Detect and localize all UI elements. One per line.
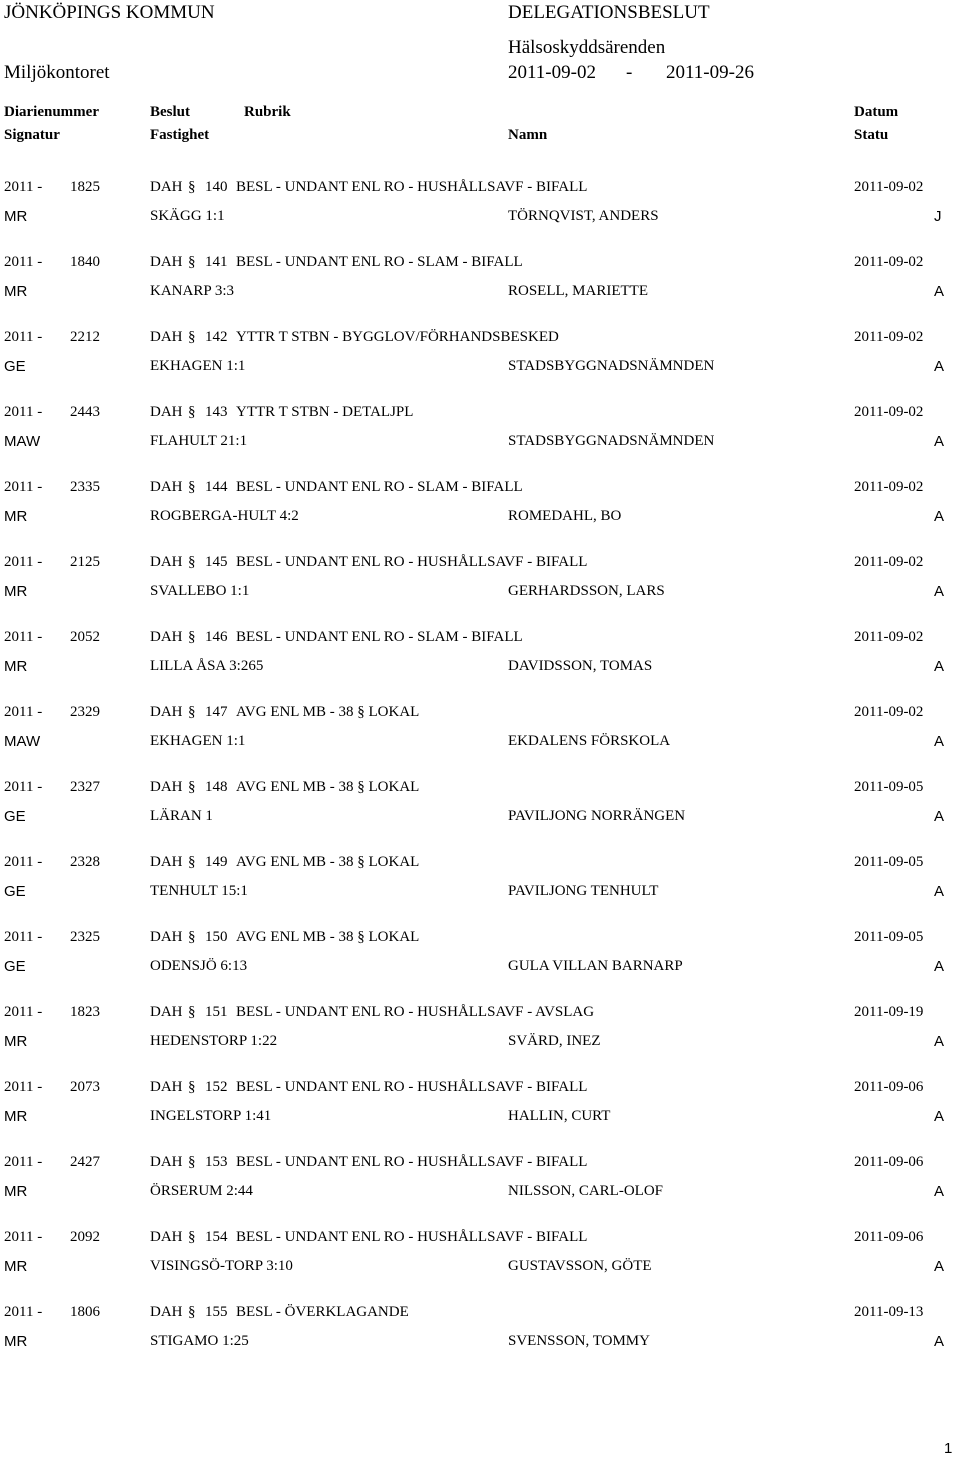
record-year: 2011 - — [4, 854, 43, 870]
record-type: DAH — [150, 329, 183, 345]
record-year: 2011 - — [4, 404, 43, 420]
record-beslut: 140 — [205, 179, 228, 195]
section-mark-icon: § — [188, 629, 196, 645]
record-status: A — [934, 658, 945, 675]
record-namn: GUSTAVSSON, GÖTE — [508, 1258, 652, 1274]
record-beslut: 151 — [205, 1004, 228, 1020]
record-beslut: 154 — [205, 1229, 228, 1245]
record-beslut: 147 — [205, 704, 228, 720]
record-rubrik: YTTR T STBN - BYGGLOV/FÖRHANDSBESKED — [236, 329, 559, 345]
record-year: 2011 - — [4, 554, 43, 570]
record-datum: 2011-09-02 — [854, 479, 924, 495]
record-datum: 2011-09-19 — [854, 1004, 924, 1020]
period-to: 2011-09-26 — [666, 62, 754, 83]
record-datum: 2011-09-02 — [854, 329, 924, 345]
record-rubrik: BESL - UNDANT ENL RO - SLAM - BIFALL — [236, 629, 523, 645]
record-year: 2011 - — [4, 254, 43, 270]
record-number: 1823 — [70, 1004, 100, 1020]
record-year: 2011 - — [4, 1304, 43, 1320]
record-number: 2427 — [70, 1154, 100, 1170]
record-datum: 2011-09-06 — [854, 1229, 924, 1245]
record-namn: PAVILJONG NORRÄNGEN — [508, 808, 686, 824]
document-title: DELEGATIONSBESLUT — [508, 2, 710, 23]
record-datum: 2011-09-02 — [854, 404, 924, 420]
record-year: 2011 - — [4, 179, 43, 195]
record-signatur: MR — [4, 658, 28, 675]
record-status: J — [934, 208, 942, 225]
record-status: A — [934, 1033, 945, 1050]
period-separator: - — [626, 62, 633, 83]
municipality-name: JÖNKÖPINGS KOMMUN — [4, 2, 215, 23]
record-rubrik: BESL - UNDANT ENL RO - HUSHÅLLSAVF - BIFALL — [236, 1229, 588, 1245]
record-signatur: GE — [4, 808, 26, 825]
record-year: 2011 - — [4, 629, 43, 645]
col-beslut: Beslut — [150, 104, 191, 120]
record-rubrik: YTTR T STBN - DETALJPL — [236, 404, 414, 420]
record-namn: HALLIN, CURT — [508, 1108, 611, 1124]
record-signatur: GE — [4, 358, 26, 375]
section-mark-icon: § — [188, 1079, 196, 1095]
col-namn: Namn — [508, 127, 548, 143]
record-fastighet: ÖRSERUM 2:44 — [150, 1183, 253, 1199]
record-rubrik: BESL - UNDANT ENL RO - HUSHÅLLSAVF - BIFALL — [236, 1154, 588, 1170]
col-status: Statu — [854, 127, 889, 143]
record-type: DAH — [150, 179, 183, 195]
record-rubrik: BESL - UNDANT ENL RO - SLAM - BIFALL — [236, 254, 523, 270]
record-type: DAH — [150, 404, 183, 420]
page-number: 1 — [944, 1440, 953, 1457]
record-type: DAH — [150, 254, 183, 270]
record-datum: 2011-09-05 — [854, 779, 924, 795]
record-type: DAH — [150, 479, 183, 495]
period-from: 2011-09-02 — [508, 62, 596, 83]
record-namn: ROSELL, MARIETTE — [508, 283, 648, 299]
section-mark-icon: § — [188, 329, 196, 345]
record-datum: 2011-09-06 — [854, 1154, 924, 1170]
record-status: A — [934, 1183, 945, 1200]
record-datum: 2011-09-13 — [854, 1304, 924, 1320]
record-beslut: 141 — [205, 254, 228, 270]
record-signatur: MR — [4, 208, 28, 225]
record-beslut: 155 — [205, 1304, 228, 1320]
record-signatur: MR — [4, 1108, 28, 1125]
record-beslut: 152 — [205, 1079, 228, 1095]
record-fastighet: EKHAGEN 1:1 — [150, 358, 246, 374]
record-datum: 2011-09-06 — [854, 1079, 924, 1095]
record-number: 2073 — [70, 1079, 100, 1095]
record-datum: 2011-09-05 — [854, 929, 924, 945]
record-fastighet: VISINGSÖ-TORP 3:10 — [150, 1258, 293, 1274]
record-beslut: 145 — [205, 554, 228, 570]
record-signatur: MR — [4, 283, 28, 300]
record-type: DAH — [150, 1304, 183, 1320]
record-type: DAH — [150, 854, 183, 870]
record-beslut: 153 — [205, 1154, 228, 1170]
record-fastighet: FLAHULT 21:1 — [150, 433, 248, 449]
record-year: 2011 - — [4, 779, 43, 795]
record-number: 2443 — [70, 404, 100, 420]
section-mark-icon: § — [188, 929, 196, 945]
record-datum: 2011-09-02 — [854, 179, 924, 195]
record-signatur: MR — [4, 583, 28, 600]
record-namn: EKDALENS FÖRSKOLA — [508, 733, 671, 749]
record-signatur: MR — [4, 508, 28, 525]
record-number: 2325 — [70, 929, 100, 945]
record-status: A — [934, 283, 945, 300]
record-status: A — [934, 1108, 945, 1125]
record-year: 2011 - — [4, 704, 43, 720]
record-beslut: 150 — [205, 929, 228, 945]
record-rubrik: AVG ENL MB - 38 § LOKAL — [236, 704, 420, 720]
record-status: A — [934, 733, 945, 750]
record-signatur: MAW — [4, 433, 41, 450]
record-fastighet: KANARP 3:3 — [150, 283, 235, 299]
record-fastighet: LÄRAN 1 — [150, 808, 213, 824]
record-status: A — [934, 1333, 945, 1350]
record-fastighet: STIGAMO 1:25 — [150, 1333, 249, 1349]
col-datum: Datum — [854, 104, 899, 120]
section-mark-icon: § — [188, 1229, 196, 1245]
record-status: A — [934, 433, 945, 450]
record-fastighet: SKÄGG 1:1 — [150, 208, 225, 224]
record-fastighet: TENHULT 15:1 — [150, 883, 248, 899]
document-subtitle: Hälsoskyddsärenden — [508, 37, 666, 58]
col-signatur: Signatur — [4, 127, 60, 143]
record-datum: 2011-09-02 — [854, 254, 924, 270]
record-number: 2125 — [70, 554, 100, 570]
record-signatur: MR — [4, 1033, 28, 1050]
record-type: DAH — [150, 1079, 183, 1095]
record-year: 2011 - — [4, 1079, 43, 1095]
record-type: DAH — [150, 779, 183, 795]
record-datum: 2011-09-02 — [854, 554, 924, 570]
record-fastighet: ODENSJÖ 6:13 — [150, 958, 248, 974]
record-namn: DAVIDSSON, TOMAS — [508, 658, 653, 674]
record-beslut: 149 — [205, 854, 228, 870]
record-rubrik: BESL - UNDANT ENL RO - HUSHÅLLSAVF - AVSLAG — [236, 1004, 595, 1020]
record-type: DAH — [150, 629, 183, 645]
record-signatur: MR — [4, 1333, 28, 1350]
record-number: 2327 — [70, 779, 100, 795]
record-fastighet: SVALLEBO 1:1 — [150, 583, 250, 599]
record-year: 2011 - — [4, 329, 43, 345]
section-mark-icon: § — [188, 1154, 196, 1170]
office-name: Miljökontoret — [4, 62, 110, 83]
record-namn: SVÄRD, INEZ — [508, 1033, 601, 1049]
section-mark-icon: § — [188, 1004, 196, 1020]
record-number: 1825 — [70, 179, 100, 195]
record-number: 2092 — [70, 1229, 100, 1245]
section-mark-icon: § — [188, 704, 196, 720]
record-fastighet: ROGBERGA-HULT 4:2 — [150, 508, 299, 524]
record-signatur: GE — [4, 958, 26, 975]
record-status: A — [934, 883, 945, 900]
record-year: 2011 - — [4, 929, 43, 945]
record-fastighet: INGELSTORP 1:41 — [150, 1108, 272, 1124]
record-number: 2329 — [70, 704, 100, 720]
record-rubrik: BESL - UNDANT ENL RO - SLAM - BIFALL — [236, 479, 523, 495]
col-rubrik: Rubrik — [244, 104, 291, 120]
col-diarienummer: Diarienummer — [4, 104, 99, 120]
record-rubrik: BESL - UNDANT ENL RO - HUSHÅLLSAVF - BIFALL — [236, 554, 588, 570]
record-year: 2011 - — [4, 1229, 43, 1245]
section-mark-icon: § — [188, 779, 196, 795]
record-namn: STADSBYGGNADSNÄMNDEN — [508, 358, 715, 374]
section-mark-icon: § — [188, 254, 196, 270]
record-rubrik: AVG ENL MB - 38 § LOKAL — [236, 779, 420, 795]
record-signatur: MR — [4, 1258, 28, 1275]
record-type: DAH — [150, 929, 183, 945]
record-status: A — [934, 508, 945, 525]
record-status: A — [934, 958, 945, 975]
section-mark-icon: § — [188, 479, 196, 495]
record-beslut: 148 — [205, 779, 228, 795]
record-signatur: MAW — [4, 733, 41, 750]
section-mark-icon: § — [188, 1304, 196, 1320]
record-rubrik: AVG ENL MB - 38 § LOKAL — [236, 854, 420, 870]
col-fastighet: Fastighet — [150, 127, 210, 143]
record-number: 2052 — [70, 629, 100, 645]
record-type: DAH — [150, 704, 183, 720]
record-rubrik: BESL - UNDANT ENL RO - HUSHÅLLSAVF - BIFALL — [236, 179, 588, 195]
record-year: 2011 - — [4, 1004, 43, 1020]
record-beslut: 142 — [205, 329, 228, 345]
record-fastighet: HEDENSTORP 1:22 — [150, 1033, 278, 1049]
record-number: 1806 — [70, 1304, 100, 1320]
record-namn: STADSBYGGNADSNÄMNDEN — [508, 433, 715, 449]
section-mark-icon: § — [188, 854, 196, 870]
record-type: DAH — [150, 1154, 183, 1170]
record-number: 2328 — [70, 854, 100, 870]
record-beslut: 146 — [205, 629, 228, 645]
record-namn: SVENSSON, TOMMY — [508, 1333, 650, 1349]
record-number: 2335 — [70, 479, 100, 495]
record-status: A — [934, 583, 945, 600]
record-rubrik: AVG ENL MB - 38 § LOKAL — [236, 929, 420, 945]
record-namn: ROMEDAHL, BO — [508, 508, 622, 524]
record-status: A — [934, 358, 945, 375]
record-beslut: 144 — [205, 479, 228, 495]
record-signatur: GE — [4, 883, 26, 900]
record-year: 2011 - — [4, 479, 43, 495]
record-datum: 2011-09-02 — [854, 704, 924, 720]
record-namn: NILSSON, CARL-OLOF — [508, 1183, 664, 1199]
record-status: A — [934, 808, 945, 825]
record-namn: GULA VILLAN BARNARP — [508, 958, 683, 974]
record-year: 2011 - — [4, 1154, 43, 1170]
record-rubrik: BESL - ÖVERKLAGANDE — [236, 1304, 409, 1320]
record-signatur: MR — [4, 1183, 28, 1200]
record-namn: GERHARDSSON, LARS — [508, 583, 665, 599]
record-type: DAH — [150, 554, 183, 570]
record-datum: 2011-09-02 — [854, 629, 924, 645]
record-type: DAH — [150, 1004, 183, 1020]
record-datum: 2011-09-05 — [854, 854, 924, 870]
record-type: DAH — [150, 1229, 183, 1245]
section-mark-icon: § — [188, 404, 196, 420]
record-beslut: 143 — [205, 404, 228, 420]
record-namn: TÖRNQVIST, ANDERS — [508, 208, 659, 224]
record-number: 2212 — [70, 329, 100, 345]
record-namn: PAVILJONG TENHULT — [508, 883, 659, 899]
record-fastighet: EKHAGEN 1:1 — [150, 733, 246, 749]
record-status: A — [934, 1258, 945, 1275]
section-mark-icon: § — [188, 179, 196, 195]
record-rubrik: BESL - UNDANT ENL RO - HUSHÅLLSAVF - BIFALL — [236, 1079, 588, 1095]
section-mark-icon: § — [188, 554, 196, 570]
record-number: 1840 — [70, 254, 100, 270]
record-fastighet: LILLA ÅSA 3:265 — [150, 658, 264, 674]
